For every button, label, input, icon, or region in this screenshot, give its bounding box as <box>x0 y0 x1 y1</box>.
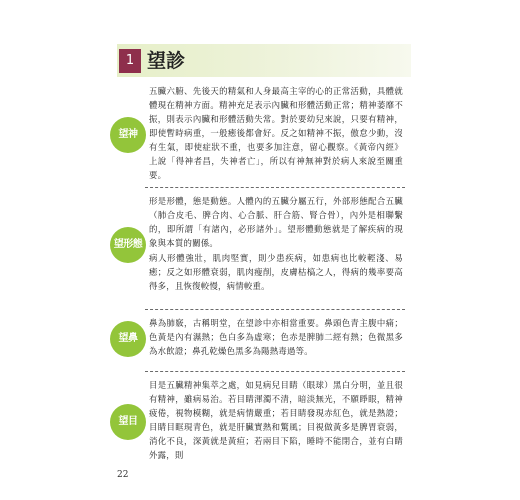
section-number: 1 <box>119 49 141 73</box>
section-divider <box>145 371 405 372</box>
section-divider <box>145 309 405 310</box>
page-number: 22 <box>117 470 129 480</box>
paragraph: 病人形體強壯，肌肉堅實，則少患疾病，如患病也比較輕淺、易癒；反之如形體衰弱，肌肉瘦削，皮膚枯槁之人，得病的幾率要高得多，且恢復較慢，病情較重。 <box>149 253 403 291</box>
paragraph: 鼻為肺竅，古稱明堂，在望診中亦相當重要。鼻頭色青主腹中痛；色黃是內有濕熱；色白多為虛寒；色赤是脾肺二經有熱；色微黑多為水飲證；鼻孔乾燥色黑多為陽熱毒過等。 <box>149 318 403 356</box>
topic-badge-inspect-nose: 望鼻 <box>110 321 146 357</box>
topic-badge-inspect-form: 望形態 <box>110 227 146 263</box>
topic-badge-inspect-spirit: 望神 <box>110 117 146 153</box>
section-inspect-eyes <box>149 378 403 462</box>
section-divider <box>145 187 405 188</box>
paragraph: 五臟六腑、先後天的精氣和人身最高主宰的心的正常活動，具體就體現在精神方面。精神充足表示內臟和形體活動正常；精神萎靡不振，則表示內臟和形體活動失常。對於要幼兒來說，只要有精神，即使暫時病重，一般癒後都會好。反之如精神不振，傲怠少動，沒有生氣，即使症狀不重，也要多加注意，留心觀察。《黃帝內經》上說「得神者昌，失神者亡」，所以有神無神對於病人來說至關重要。 <box>149 86 403 180</box>
section-inspect-nose <box>149 316 403 358</box>
paragraph: 目是五臟精神集萃之處，如見病兒目睛（眼球）黑白分明，並且很有精神，雖病易治。若目睛渾濁不清，暗淡無光，不願睜眼，精神疲倦，視物模糊，就是病情嚴重；若目睛發現赤紅色，就是熱證；目睛目眶現青色，就是肝臟實熱和驚風；目視做黃多是脾胃衰弱，消化不良，深黃就是黃疸；若兩目下陷，睡時不能閉合，並有白睛外露，則 <box>149 380 403 460</box>
section-inspect-spirit <box>149 84 403 182</box>
paragraph: 形是形體，態是動態。人體內的五臟分屬五行，外部形態配合五臟（肺合皮毛、脾合肉、心合脈、肝合筋、腎合骨），內外是相聯繫的，即所謂「有諸內，必形諸外」。望形體動態就是了解疾病的現象與本質的關係。 <box>149 196 403 248</box>
section-inspect-form <box>149 194 403 293</box>
topic-badge-inspect-eyes: 望目 <box>110 404 146 440</box>
section-title: 望診 <box>147 50 186 72</box>
